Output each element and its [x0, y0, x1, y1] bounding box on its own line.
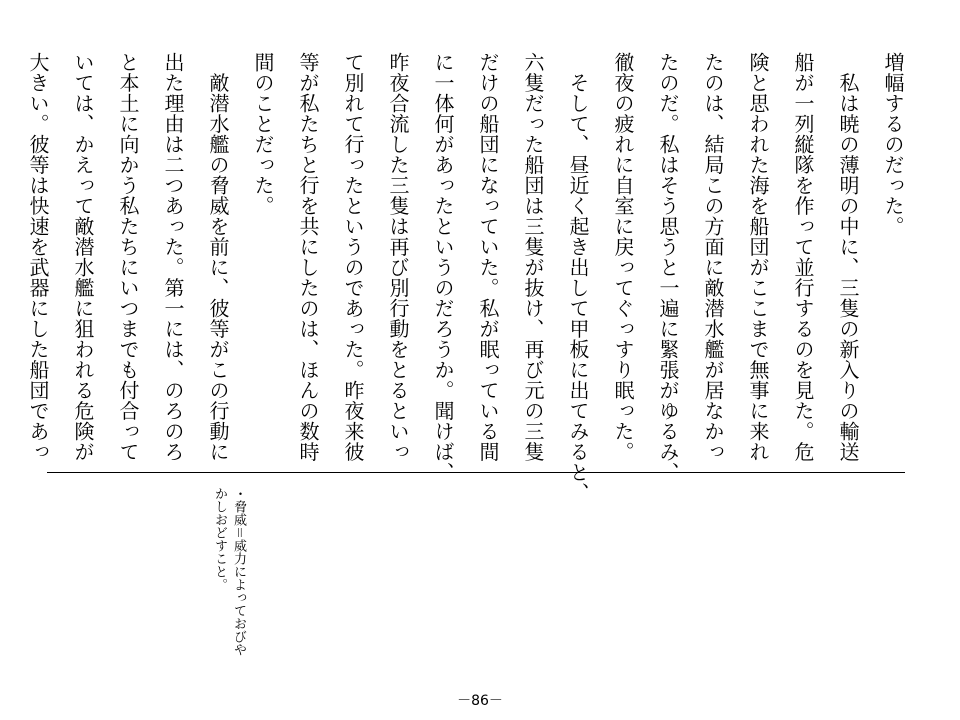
body-text: [15, 52, 915, 503]
footnote-divider: [47, 472, 905, 473]
text-line: 出た理由は二つあった。第一には、のろのろ: [161, 52, 185, 462]
text-line: 増幅するのだった。: [881, 52, 905, 237]
text-line: 徹夜の疲れに自室に戻ってぐっすり眠った。: [611, 52, 635, 462]
text-line: たのだ。私はそう思うと一遍に緊張がゆるみ、: [656, 52, 680, 483]
text-line: て別れて行ったというのであった。昨夜来彼: [341, 52, 365, 462]
footnote-line: かしおどすこと。: [212, 487, 227, 591]
text-line: そして、昼近く起き出して甲板に出てみると、: [566, 52, 590, 503]
text-line: に一体何があったというのだろうか。聞けば、: [431, 52, 455, 483]
text-line: 等が私たちと行を共にしたのは、ほんの数時: [296, 52, 320, 462]
text-line: 昨夜合流した三隻は再び別行動をとるといっ: [386, 52, 410, 462]
text-line: 険と思われた海を船団がここまで無事に来れ: [746, 52, 770, 462]
text-line: たのは、結局この方面に敵潜水艦が居なかっ: [701, 52, 725, 462]
text-line: 船が一列縦隊を作って並行するのを見た。危: [791, 52, 815, 462]
text-line: 私は暁の薄明の中に、三隻の新入りの輸送: [836, 52, 860, 462]
text-line: 間のことだった。: [251, 52, 275, 216]
text-line: と本土に向かう私たちにいつまでも付合って: [116, 52, 140, 462]
page-number: －86－: [457, 693, 503, 709]
text-line: 大きい。彼等は快速を武器にした船団であっ: [26, 52, 50, 462]
footnote: [210, 487, 248, 687]
text-line: 敵潜水艦の脅威を前に、彼等がこの行動に: [206, 52, 230, 462]
text-line: 六隻だった船団は三隻が抜け、再び元の三隻: [521, 52, 545, 462]
text-line: だけの船団になっていた。私が眠っている間: [476, 52, 500, 462]
text-line: いては、かえって敵潜水艦に狙われる危険が: [71, 52, 95, 462]
footnote-line: ・脅威＝威力によっておびや: [231, 487, 246, 657]
